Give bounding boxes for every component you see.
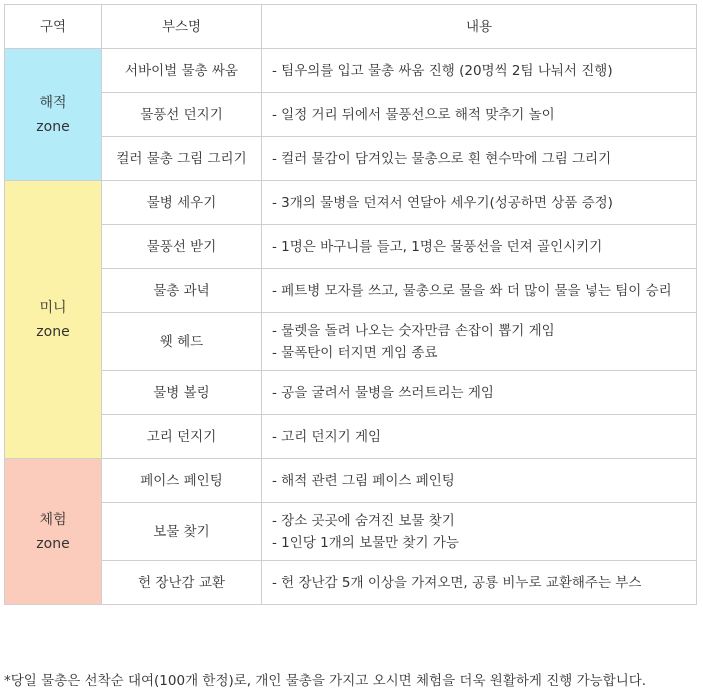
table-row — [5, 181, 697, 225]
description-line: - 고리 던지기 게임 — [272, 428, 382, 445]
header-row — [5, 5, 697, 49]
booth-name: 보물 찾기 — [102, 503, 262, 561]
booth-description — [262, 181, 697, 225]
table-row — [5, 225, 697, 269]
booth-name: 물풍선 던지기 — [102, 93, 262, 137]
description-line: - 1인당 1개의 보물만 찾기 가능 — [272, 534, 459, 551]
table-row — [5, 503, 697, 561]
zone-cell-pirate — [5, 49, 102, 181]
zone-cell-experience — [5, 459, 102, 605]
zone-label: 해적 — [39, 94, 67, 111]
zone-label: 미니 — [39, 299, 67, 316]
table-row — [5, 459, 697, 503]
booth-name: 물병 볼링 — [102, 371, 262, 415]
booth-description — [262, 93, 697, 137]
booth-name: 물병 세우기 — [102, 181, 262, 225]
booth-description — [262, 225, 697, 269]
booth-description — [262, 459, 697, 503]
zone-label: 체험 — [39, 511, 67, 528]
table-row — [5, 137, 697, 181]
booth-name: 물풍선 받기 — [102, 225, 262, 269]
header-content: 내용 — [262, 5, 697, 49]
description-line: - 페트병 모자를 쓰고, 물총으로 물을 쏴 더 많이 물을 넣는 팀이 승리 — [272, 282, 672, 299]
table-row — [5, 269, 697, 313]
booth-description — [262, 313, 697, 371]
table-row — [5, 561, 697, 605]
booth-description — [262, 561, 697, 605]
table-row — [5, 93, 697, 137]
booth-description — [262, 137, 697, 181]
description-line: - 물폭탄이 터지면 게임 종료 — [272, 344, 438, 361]
booth-table — [4, 4, 697, 605]
description-line: - 컬러 물감이 담겨있는 물총으로 흰 현수막에 그림 그리기 — [272, 150, 612, 167]
booth-name: 물총 과녁 — [102, 269, 262, 313]
description-line: - 3개의 물병을 던져서 연달아 세우기(성공하면 상품 증정) — [272, 194, 613, 211]
description-line: - 헌 장난감 5개 이상을 가져오면, 공룡 비누로 교환해주는 부스 — [272, 574, 642, 591]
booth-description — [262, 503, 697, 561]
description-line: - 일정 거리 뒤에서 물풍선으로 해적 맞추기 놀이 — [272, 106, 555, 123]
zone-label-sub: zone — [36, 323, 70, 340]
table-row — [5, 313, 697, 371]
booth-name: 페이스 페인팅 — [102, 459, 262, 503]
booth-description — [262, 269, 697, 313]
booth-name: 헌 장난감 교환 — [102, 561, 262, 605]
booth-description — [262, 49, 697, 93]
description-line: - 공을 굴려서 물병을 쓰러트리는 게임 — [272, 384, 494, 401]
table-row — [5, 371, 697, 415]
table-body — [5, 49, 697, 605]
table-row — [5, 415, 697, 459]
zone-label-sub: zone — [36, 535, 70, 552]
booth-name: 웻 헤드 — [102, 313, 262, 371]
table-row — [5, 49, 697, 93]
booth-name: 컬러 물총 그림 그리기 — [102, 137, 262, 181]
description-line: - 팀우의를 입고 물총 싸움 진행 (20명씩 2팀 나눠서 진행) — [272, 62, 613, 79]
footnote: *당일 물총은 선착순 대여(100개 한정)로, 개인 물총을 가지고 오시면 체험을 더욱 원활하게 진행 가능합니다. — [4, 673, 647, 689]
booth-description — [262, 415, 697, 459]
header-zone: 구역 — [5, 5, 102, 49]
booth-name: 고리 던지기 — [102, 415, 262, 459]
booth-name: 서바이벌 물총 싸움 — [102, 49, 262, 93]
description-line: - 룰렛을 돌려 나오는 숫자만큼 손잡이 뽑기 게임 — [272, 322, 555, 339]
description-line: - 1명은 바구니를 들고, 1명은 물풍선을 던져 골인시키기 — [272, 238, 603, 255]
booth-description — [262, 371, 697, 415]
header-booth: 부스명 — [102, 5, 262, 49]
description-line: - 장소 곳곳에 숨겨진 보물 찾기 — [272, 512, 455, 529]
zone-cell-mini — [5, 181, 102, 459]
description-line: - 해적 관련 그림 페이스 페인팅 — [272, 472, 455, 489]
zone-label-sub: zone — [36, 118, 70, 135]
